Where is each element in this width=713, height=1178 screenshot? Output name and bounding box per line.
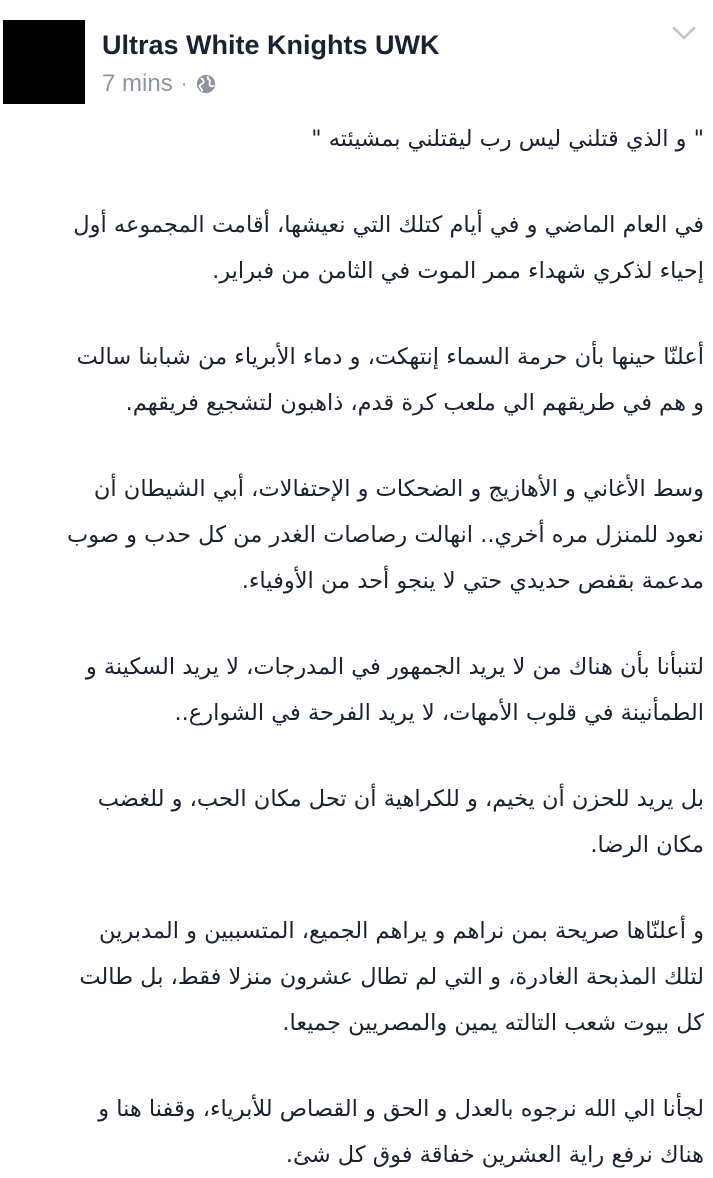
chevron-down-icon[interactable] [670,22,698,44]
post-paragraph [10,908,704,1046]
post-paragraph [10,334,704,426]
post-text-line: إحياء لذكري شهداء ممر الموت في الثامن من فبراير. [212,258,704,284]
post-paragraph [10,776,704,868]
post-text-line: وسط الأغاني و الأهازيج و الضحكات و الإحتفالات، أبي الشيطان أن [93,476,704,502]
post-text-line: لجأنا الي الله نرجوه بالعدل و الحق و القصاص للأبرياء، وقفنا هنا و [98,1096,704,1122]
post-text-line: كل بيوت شعب التالته يمين والمصريين جميعا. [282,1010,704,1036]
post-text-line: الطمأنينة في قلوب الأمهات، لا يريد الفرحة في الشوارع.. [174,700,704,726]
post-text-line: و هم في طريقهم الي ملعب كرة قدم، ذاهبون لتشجيع فريقهم. [125,390,704,416]
post-header [0,0,713,115]
post-text-line: نعود للمنزل مره أخري.. انهالت رصاصات الغدر من كل حدب و صوب [67,522,704,548]
post-paragraph [10,202,704,294]
post-text-line: مكان الرضا. [590,832,704,858]
post-meta [102,68,217,100]
meta-separator: · [180,72,188,95]
post-body [10,116,704,1178]
post-text-line: بل يريد للحزن أن يخيم، و للكراهية أن تحل مكان الحب، و للغضب [97,786,704,812]
post-paragraph [10,1086,704,1178]
post-text-line: أعلنّا حينها بأن حرمة السماء إنتهكت، و دماء الأبرياء من شبابنا سالت [76,344,704,370]
post-paragraph [10,466,704,604]
post-text-line: و أعلنّاها صريحة بمن نراهم و يراهم الجميع، المتسببين و المدبرين [98,918,704,944]
post-timestamp[interactable]: 7 mins [102,70,173,97]
post-text-line: في العام الماضي و في أيام كتلك التي نعيشها، أقامت المجموعه أول [73,212,704,238]
post-text-line: هناك نرفع راية العشرين خفاقة فوق كل شئ. [285,1142,704,1168]
post-text-line: " و الذي قتلني ليس رب ليقتلني بمشيئته " [311,126,704,152]
post-paragraph [10,644,704,736]
post-text-line: لتلك المذبحة الغادرة، و التي لم تطال عشرون منزلا فقط، بل طالت [79,964,704,990]
author-name[interactable]: Ultras White Knights UWK [102,30,440,60]
post-text-line: مدعمة بقفص حديدي حتي لا ينجو أحد من الأوفياء. [241,568,704,594]
avatar[interactable] [3,20,85,104]
globe-icon[interactable] [195,73,217,95]
post-paragraph [10,116,704,162]
post-text-line: لتنبأنا بأن هناك من لا يريد الجمهور في المدرجات، لا يريد السكينة و [85,654,704,680]
